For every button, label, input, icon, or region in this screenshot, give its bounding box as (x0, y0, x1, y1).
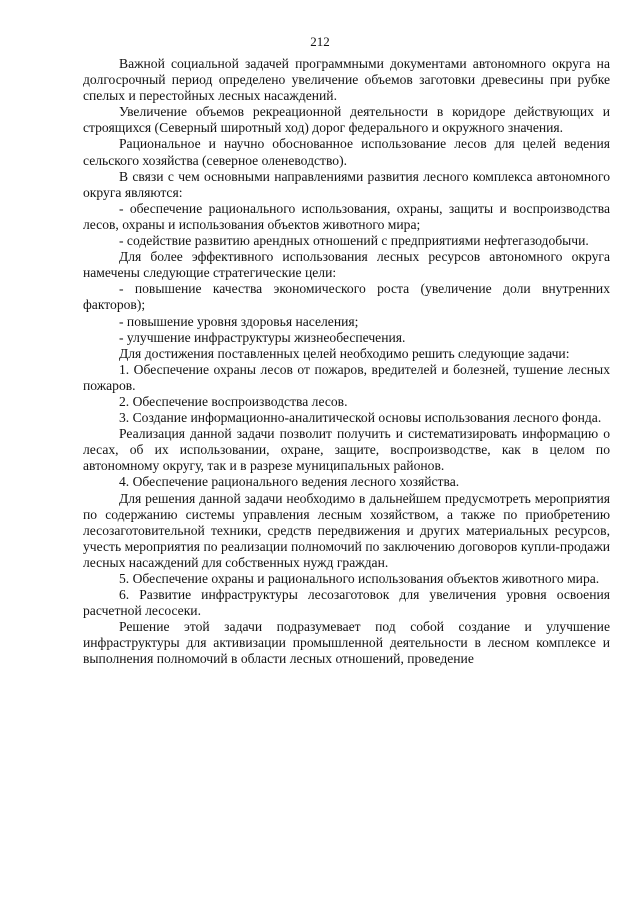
numbered-item: 2. Обеспечение воспроизводства лесов. (119, 393, 348, 409)
numbered-item: 4. Обеспечение рационального ведения лесного хозяйства. (119, 474, 460, 490)
paragraph: Реализация данной задачи позволит получить и систематизировать информацию о лесах, об их использовании, охране, защите, воспроизводстве, как в целом по автономному округу, так и в разрезе муниципальных районов. (83, 426, 610, 474)
list-item: - повышение качества экономического роста (увеличение доли внутренних факторов); (83, 281, 610, 313)
paragraph: Важной социальной задачей программными документами автономного округа на долгосрочный период определено увеличение объемов заготовки древесины при рубке спелых и перестойных лесных насаждений. (83, 56, 610, 104)
body-text (83, 56, 610, 668)
paragraph: Для достижения поставленных целей необходимо решить следующие задачи: (119, 345, 570, 361)
list-item: - обеспечение рационального использования, охраны, защиты и воспроизводства лесов, охраны и использования объектов животного мира; (83, 200, 610, 232)
list-item: - повышение уровня здоровья населения; (119, 313, 359, 329)
paragraph: Решение этой задачи подразумевает под собой создание и улучшение инфраструктуры для активизации промышленной деятельности в лесном комплексе и выполнения полномочий в области лесных отношений, проведение (83, 619, 610, 667)
page-number: 212 (310, 34, 330, 49)
numbered-item: 6. Развитие инфраструктуры лесозаготовок для увеличения уровня освоения расчетной лесосеки. (83, 587, 610, 619)
paragraph: Для более эффективного использования лесных ресурсов автономного округа намечены следующие стратегические цели: (83, 249, 610, 281)
paragraph: В связи с чем основными направлениями развития лесного комплекса автономного округа являются: (83, 168, 610, 200)
list-item: - содействие развитию арендных отношений с предприятиями нефтегазодобычи. (119, 233, 589, 249)
paragraph: Для решения данной задачи необходимо в дальнейшем предусмотреть мероприятия по содержанию системы управления лесным хозяйством, а также по приобретению лесозаготовительной техники, средств передвижения и других материальных ресурсов, учесть мероприятия по реализации полномочий по заключению договоров купли-продажи лесных насаждений для собственных нужд граждан. (83, 490, 610, 570)
numbered-item: 5. Обеспечение охраны и рационального использования объектов животного мира. (119, 571, 600, 586)
paragraph: Рациональное и научно обоснованное использование лесов для целей ведения сельского хозяйства (северное оленеводство). (83, 136, 610, 168)
numbered-item: 3. Создание информационно-аналитической основы использования лесного фонда. (119, 410, 602, 426)
list-item: - улучшение инфраструктуры жизнеобеспечения. (119, 329, 406, 345)
numbered-item: 1. Обеспечение охраны лесов от пожаров, вредителей и болезней, тушение лесных пожаров. (83, 361, 610, 393)
paragraph: Увеличение объемов рекреационной деятельности в коридоре действующих и строящихся (Северный широтный ход) дорог федерального и окружного значения. (83, 104, 610, 136)
